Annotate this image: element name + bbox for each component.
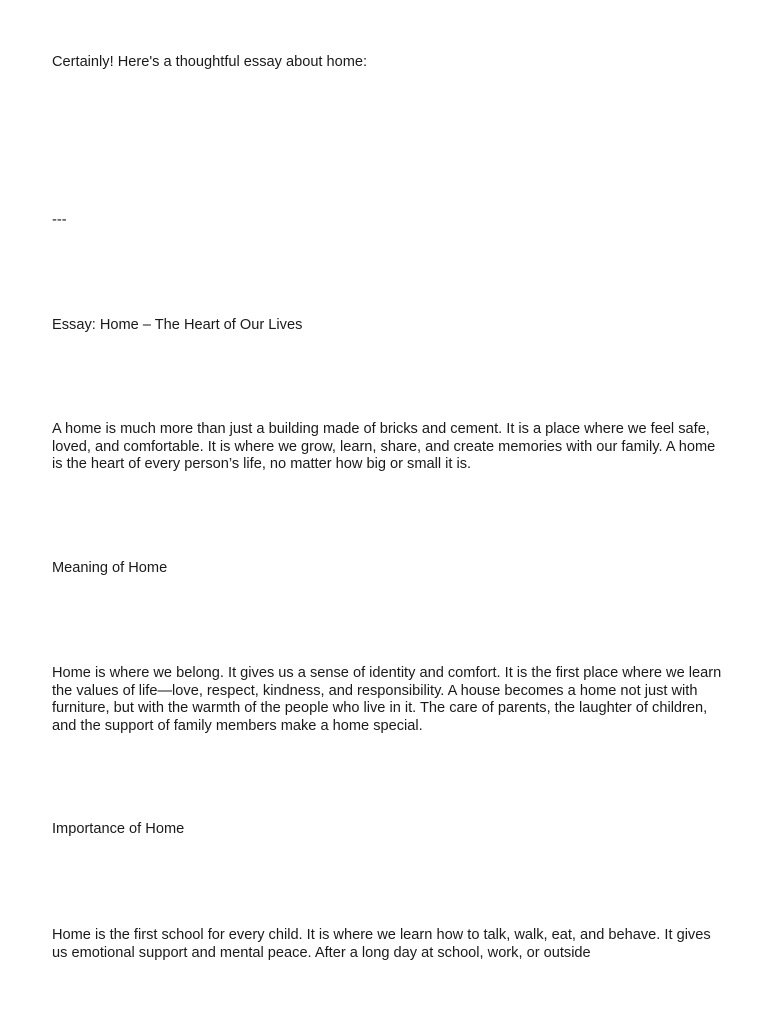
paragraph-meaning-of-home: Home is where we belong. It gives us a sense of identity and comfort. It is the first place where we learn the values of life—love, respect, kindness, and responsibility. A house becomes a home not just with furniture, but with the warmth of the people who live in it. The care of parents, the laughter of children, and the support of family members make a home special. bbox=[52, 665, 722, 734]
heading-meaning-of-home: Meaning of Home bbox=[52, 560, 168, 576]
heading-importance-of-home: Importance of Home bbox=[52, 821, 185, 837]
separator-text: --- bbox=[52, 212, 67, 228]
paragraph-introduction: A home is much more than just a building made of bricks and cement. It is a place where we feel safe, loved, and comfortable. It is where we grow, learn, share, and create memories with our family. A home is the heart of every person’s life, no matter how big or small it is. bbox=[52, 421, 716, 472]
paragraph-importance-of-home: Home is the first school for every child. It is where we learn how to talk, walk, eat, and behave. It gives us emotional support and mental peace. After a long day at school, work, or outside bbox=[52, 927, 711, 961]
essay-title: Essay: Home – The Heart of Our Lives bbox=[52, 317, 303, 333]
intro-text: Certainly! Here's a thoughtful essay about home: bbox=[52, 54, 368, 70]
